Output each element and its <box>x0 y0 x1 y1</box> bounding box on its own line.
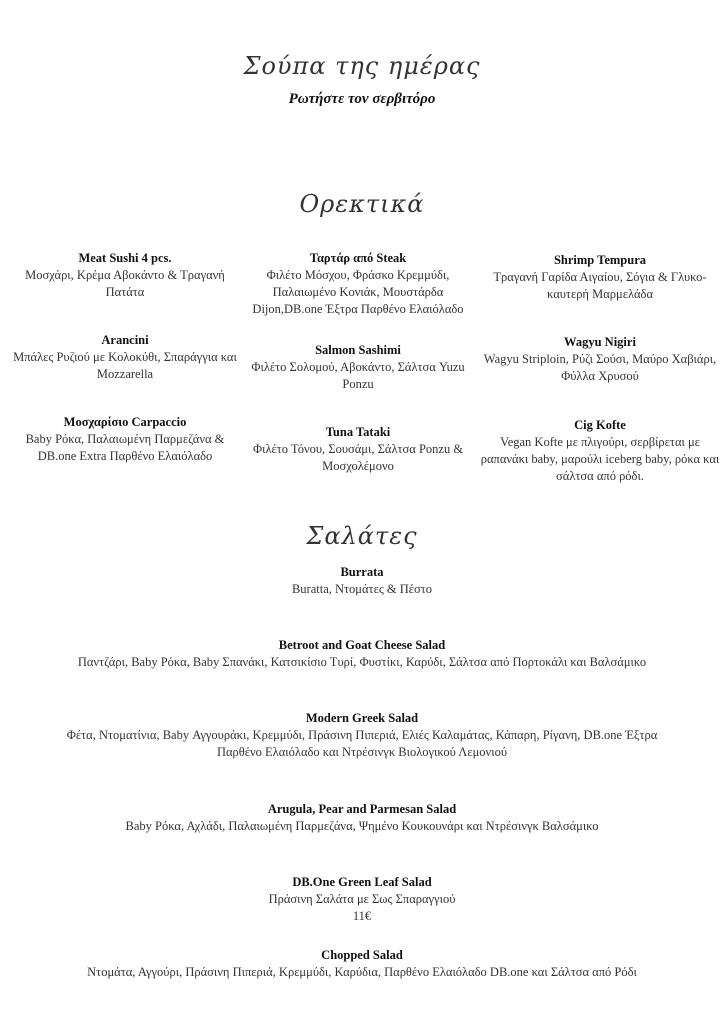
menu-item <box>20 801 704 835</box>
menu-item <box>5 250 245 301</box>
menu-item <box>20 564 704 598</box>
item-name: Betroot and Goat Cheese Salad <box>278 638 446 652</box>
menu-item <box>60 710 664 761</box>
salads-heading: Σαλάτες <box>306 522 418 550</box>
appetizers-heading: Ορεκτικά <box>299 190 425 218</box>
item-name: Arancini <box>101 333 149 347</box>
item-name: Wagyu Nigiri <box>564 335 636 349</box>
item-name: Arugula, Pear and Parmesan Salad <box>267 802 457 816</box>
item-desc: Baby Ρόκα, Παλαιωμένη Παρμεζάνα & DB.one Extra Παρθένο Ελαιόλαδο <box>25 432 225 463</box>
item-desc: Vegan Kofte με πλιγούρι, σερβίρεται με ραπανάκι baby, μαρούλι iceberg baby, ρόκα και σάλτσα από ρόδι. <box>480 435 720 483</box>
item-name: Shrimp Tempura <box>553 253 647 267</box>
item-desc: Φιλέτο Τόνου, Σουσάμι, Σάλτσα Ponzu & Μοσχολέμονο <box>252 442 464 473</box>
menu-item <box>238 424 478 475</box>
menu-item <box>238 250 478 318</box>
menu-item <box>238 342 478 393</box>
menu-item <box>5 332 245 383</box>
item-desc: Παντζάρι, Baby Ρόκα, Baby Σπανάκι, Κατσικίσιο Τυρί, Φυστίκι, Καρύδι, Σάλτσα από Πορτοκάλι και Βαλσάμικο <box>77 655 647 669</box>
item-desc: Wagyu Striploin, Ρύζι Σούσι, Μαύρο Χαβιάρι, Φύλλα Χρυσού <box>483 352 717 383</box>
item-desc: Μπάλες Ρυζιού με Κολοκύθι, Σπαράγγια και Mozzarella <box>13 350 237 381</box>
item-name: Cig Kofte <box>574 418 626 432</box>
item-desc: Φιλέτο Μόσχου, Φράσκο Κρεμμύδι, Παλαιωμένο Κονιάκ, Μουστάρδα Dijon,DB.one Έξτρα Παρθένο Ελαιόλαδο <box>252 268 464 316</box>
item-name: Burrata <box>340 565 384 579</box>
item-price: 11€ <box>352 909 372 923</box>
soup-heading: Σούπα της ημέρας <box>243 52 481 80</box>
menu-item <box>5 414 245 465</box>
item-desc: Ντομάτα, Αγγούρι, Πράσινη Πιπεριά, Κρεμμύδι, Καρύδια, Παρθένο Ελαιόλαδο DB.one και Σάλτσα από Ρόδι <box>87 965 637 979</box>
item-name: Modern Greek Salad <box>305 711 419 725</box>
item-name: Tuna Tataki <box>325 425 391 439</box>
item-name: DB.One Green Leaf Salad <box>292 875 432 889</box>
item-name: Chopped Salad <box>321 948 403 962</box>
item-name: Μοσχαρίσιο Carpaccio <box>63 415 187 429</box>
item-desc: Τραγανή Γαρίδα Αιγαίου, Σόγια & Γλυκο-καυτερή Μαρμελάδα <box>493 270 707 301</box>
item-desc: Φιλέτο Σολομού, Αβοκάντο, Σάλτσα Yuzu Ponzu <box>251 360 465 391</box>
soup-note: Ρωτήστε τον σερβιτόρο <box>288 91 436 107</box>
menu-item <box>480 252 720 303</box>
item-desc: Baby Ρόκα, Αχλάδι, Παλαιωμένη Παρμεζάνα, Ψημένο Κουκουνάρι και Ντρέσινγκ Βαλσάμικο <box>125 819 599 833</box>
item-desc: Buratta, Ντομάτες & Πέστο <box>291 582 433 596</box>
item-desc: Πράσινη Σαλάτα με Σως Σπαραγγιού <box>268 892 456 906</box>
menu-item <box>20 637 704 671</box>
item-desc: Φέτα, Ντοματίνια, Baby Αγγουράκι, Κρεμμύδι, Πράσινη Πιπεριά, Ελιές Καλαμάτας, Κάπαρη, Ρίγανη, DB.one Έξτρα Παρθένο Ελαιόλαδο και Ντρέσινγκ Βιολογικού Λεμονιού <box>66 728 658 759</box>
item-name: Salmon Sashimi <box>315 343 401 357</box>
menu-item <box>480 417 720 485</box>
menu-item <box>20 947 704 981</box>
menu-item <box>20 874 704 925</box>
menu-item <box>480 334 720 385</box>
item-name: Ταρτάρ από Steak <box>309 251 407 265</box>
item-desc: Μοσχάρι, Κρέμα Αβοκάντο & Τραγανή Πατάτα <box>25 268 225 299</box>
item-name: Meat Sushi 4 pcs. <box>78 251 172 265</box>
